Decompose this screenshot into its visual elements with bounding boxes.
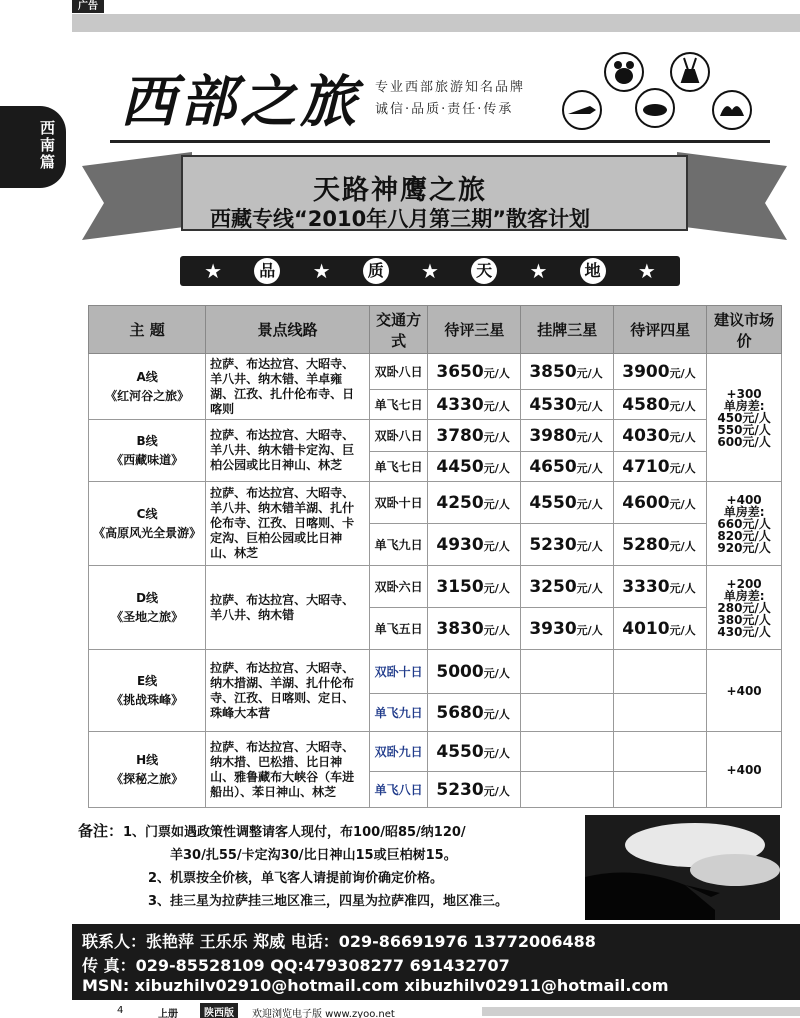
price-cell [428, 390, 521, 420]
col-route: 景点线路 [206, 306, 370, 354]
banner-title: 天路神鹰之旅 [313, 175, 487, 206]
price-value: 4580 [622, 394, 670, 415]
transport-option: 单飞九日 [369, 524, 428, 566]
price-value: 4600 [622, 492, 670, 513]
footer-rule [482, 1007, 800, 1016]
price-unit: 元/人 [669, 497, 696, 511]
top-rule [72, 14, 800, 32]
price-cell [614, 608, 707, 650]
table-row [89, 732, 782, 772]
market-price: +400 单房差: 660元/人 820元/人 920元/人 [707, 482, 782, 566]
price-value: 3250 [529, 576, 577, 597]
contact-row-fax: 传 真：029-85528109 QQ:479308277 691432707 [82, 956, 510, 975]
price-unit: 元/人 [669, 623, 696, 637]
price-cell [521, 390, 614, 420]
contact-row-phone: 联系人：张艳萍 王乐乐 郑威 电话：029-86691976 13772006488 [82, 932, 596, 951]
price-value: 3330 [622, 576, 670, 597]
banner-subtitle: 西藏专线“2010年八月第三期”散客计划 [209, 207, 591, 231]
section-tab-label: 西南篇 [40, 119, 56, 171]
price-cell [428, 608, 521, 650]
price-unit: 元/人 [483, 366, 510, 380]
price-unit: 元/人 [483, 539, 510, 553]
price-unit: 元/人 [576, 430, 603, 444]
price-cell [428, 650, 521, 694]
price-cell [614, 420, 707, 452]
price-value: 5230 [529, 534, 577, 555]
market-price: +200 单房差: 280元/人 380元/人 430元/人 [707, 566, 782, 650]
price-value: 3150 [436, 576, 484, 597]
price-value: 5230 [436, 779, 484, 800]
quality-word: 地 [580, 258, 606, 284]
animal-emblems [560, 52, 770, 134]
notes-line: 羊30/扎55/卡定沟30/比日神山15或巨柏树15。 [170, 848, 457, 863]
price-unit: 元/人 [576, 461, 603, 475]
transport-option: 双卧八日 [369, 354, 428, 390]
transport-option: 双卧十日 [369, 650, 428, 694]
price-value: 5680 [436, 702, 484, 723]
price-cell [521, 482, 614, 524]
price-value: 3900 [622, 361, 670, 382]
price-unit: 元/人 [483, 746, 510, 760]
route-price-table [88, 305, 782, 808]
route-stops: 拉萨、布达拉宫、大昭寺、羊八井、纳木错羊湖、扎什伦布寺、江孜、日喀则、卡定沟、巨柏公园或比日神山、林芝 [206, 482, 370, 566]
price-cell [521, 524, 614, 566]
price-cell [521, 732, 614, 772]
market-price: +400 [707, 650, 782, 732]
notes-line: 3、挂三星为拉萨挂三地区准三，四星为拉萨准四，地区准三。 [148, 894, 509, 909]
table-row [89, 482, 782, 524]
price-cell [428, 524, 521, 566]
price-unit: 元/人 [483, 399, 510, 413]
contact-row-msn: MSN: xibuzhilv02910@hotmail.com xibuzhilv02911@hotmail.com [82, 976, 669, 995]
price-value: 3780 [436, 425, 484, 446]
table-row [89, 650, 782, 694]
price-unit: 元/人 [576, 497, 603, 511]
volume-label: 上册 [158, 1009, 178, 1018]
route-stops: 拉萨、布达拉宫、大昭寺、纳木措、巴松措、比日神山、雅鲁藏布大峡谷（车进船出）、苯日神山、林芝 [206, 732, 370, 808]
star-icon: ★ [204, 259, 223, 283]
price-unit: 元/人 [669, 366, 696, 380]
price-unit: 元/人 [483, 784, 510, 798]
transport-option: 双卧六日 [369, 566, 428, 608]
transport-option: 双卧十日 [369, 482, 428, 524]
price-value: 3650 [436, 361, 484, 382]
col-price-2: 挂牌三星 [521, 306, 614, 354]
price-value: 4030 [622, 425, 670, 446]
price-value: 4550 [529, 492, 577, 513]
price-unit: 元/人 [669, 581, 696, 595]
star-icon: ★ [312, 259, 331, 283]
brand-slogan: 专业西部旅游知名品牌 [375, 80, 526, 95]
transport-option: 单飞九日 [369, 694, 428, 732]
website-tip: 欢迎浏览电子版 www.zyoo.net [252, 1009, 395, 1018]
transport-option: 双卧九日 [369, 732, 428, 772]
price-cell [614, 694, 707, 732]
price-unit: 元/人 [576, 581, 603, 595]
price-cell [614, 566, 707, 608]
price-cell [614, 482, 707, 524]
price-value: 4330 [436, 394, 484, 415]
transport-option: 单飞八日 [369, 772, 428, 808]
quality-word: 天 [471, 258, 497, 284]
transport-option: 双卧八日 [369, 420, 428, 452]
price-cell [428, 732, 521, 772]
price-unit: 元/人 [669, 399, 696, 413]
quality-bar [180, 256, 680, 286]
price-value: 4450 [436, 456, 484, 477]
price-value: 3930 [529, 618, 577, 639]
price-cell [428, 452, 521, 482]
price-value: 4530 [529, 394, 577, 415]
price-value: 4650 [529, 456, 577, 477]
route-stops: 拉萨、布达拉宫、大昭寺、纳木措湖、羊湖、扎什伦布寺、江孜、日喀则、定日、珠峰大本营 [206, 650, 370, 732]
price-unit: 元/人 [576, 623, 603, 637]
transport-option: 单飞五日 [369, 608, 428, 650]
notes-line: 1、门票如遇政策性调整请客人现付，布100/昭85/纳120/ [123, 825, 466, 840]
col-transport: 交通方式 [369, 306, 428, 354]
price-cell [521, 566, 614, 608]
table-row [89, 566, 782, 608]
price-cell [614, 452, 707, 482]
brand-logo: 西部之旅 [120, 69, 360, 135]
price-cell [521, 608, 614, 650]
col-price-3: 待评四星 [614, 306, 707, 354]
route-stops: 拉萨、布达拉宫、大昭寺、羊八井、纳木错 [206, 566, 370, 650]
table-header-row [89, 306, 782, 354]
price-cell [521, 772, 614, 808]
star-icon: ★ [637, 259, 656, 283]
col-price-1: 待评三星 [428, 306, 521, 354]
price-cell [521, 452, 614, 482]
header-divider [110, 140, 770, 143]
price-value: 4250 [436, 492, 484, 513]
price-unit: 元/人 [483, 707, 510, 721]
price-unit: 元/人 [576, 399, 603, 413]
route-theme: E线 《挑战珠峰》 [89, 650, 206, 732]
price-cell [428, 354, 521, 390]
transport-option: 单飞七日 [369, 390, 428, 420]
quality-word: 品 [254, 258, 280, 284]
price-cell [428, 566, 521, 608]
edition-tag: 陕西版 [200, 1003, 238, 1018]
price-cell [428, 420, 521, 452]
price-value: 4710 [622, 456, 670, 477]
price-cell [614, 354, 707, 390]
price-cell [428, 482, 521, 524]
price-cell [521, 354, 614, 390]
table-row [89, 354, 782, 390]
route-theme: C线 《高原风光全景游》 [89, 482, 206, 566]
contact-panel [72, 924, 800, 1000]
price-unit: 元/人 [669, 539, 696, 553]
table-row [89, 420, 782, 452]
price-unit: 元/人 [483, 497, 510, 511]
ad-tag: 广告 [72, 0, 104, 13]
star-icon: ★ [529, 259, 548, 283]
price-cell [614, 390, 707, 420]
price-cell [521, 694, 614, 732]
col-market: 建议市场价 [707, 306, 782, 354]
price-cell [521, 650, 614, 694]
price-unit: 元/人 [483, 430, 510, 444]
col-theme: 主 题 [89, 306, 206, 354]
market-price: +400 [707, 732, 782, 808]
star-icon: ★ [421, 259, 439, 283]
price-unit: 元/人 [483, 581, 510, 595]
route-stops: 拉萨、布达拉宫、大昭寺、羊八井、纳木错卡定沟、巨柏公园或比日神山、林芝 [206, 420, 370, 482]
price-value: 5000 [436, 661, 484, 682]
price-unit: 元/人 [483, 461, 510, 475]
price-value: 4930 [436, 534, 484, 555]
price-unit: 元/人 [576, 366, 603, 380]
price-unit: 元/人 [669, 430, 696, 444]
brand-motto: 诚信·品质·责任·传承 [375, 102, 514, 117]
price-unit: 元/人 [576, 539, 603, 553]
price-unit: 元/人 [669, 461, 696, 475]
page-number: 4 [117, 1005, 124, 1016]
route-theme: D线 《圣地之旅》 [89, 566, 206, 650]
route-stops: 拉萨、布达拉宫、大昭寺、羊八井、纳木错、羊卓雍湖、江孜、扎什伦布寺、日喀则 [206, 354, 370, 420]
transport-option: 单飞七日 [369, 452, 428, 482]
price-unit: 元/人 [483, 623, 510, 637]
route-theme: B线 《西藏味道》 [89, 420, 206, 482]
price-cell [614, 650, 707, 694]
price-value: 4550 [436, 741, 484, 762]
price-value: 3830 [436, 618, 484, 639]
route-theme: H线 《探秘之旅》 [89, 732, 206, 808]
price-cell [428, 772, 521, 808]
price-unit: 元/人 [483, 666, 510, 680]
price-value: 4010 [622, 618, 670, 639]
price-value: 3980 [529, 425, 577, 446]
temple-roof-photo [585, 815, 780, 920]
page-footer [72, 1003, 800, 1018]
notes-line: 2、机票按全价核，单飞客人请提前询价确定价格。 [148, 871, 444, 886]
route-theme: A线 《红河谷之旅》 [89, 354, 206, 420]
quality-word: 质 [363, 258, 389, 284]
market-price: +300 单房差: 450元/人 550元/人 600元/人 [707, 354, 782, 482]
price-cell [428, 694, 521, 732]
price-value: 5280 [622, 534, 670, 555]
notes-block [78, 820, 583, 913]
price-value: 3850 [529, 361, 577, 382]
price-cell [614, 732, 707, 772]
price-cell [521, 420, 614, 452]
notes-label: 备注： [78, 822, 124, 840]
price-cell [614, 772, 707, 808]
price-cell [614, 524, 707, 566]
